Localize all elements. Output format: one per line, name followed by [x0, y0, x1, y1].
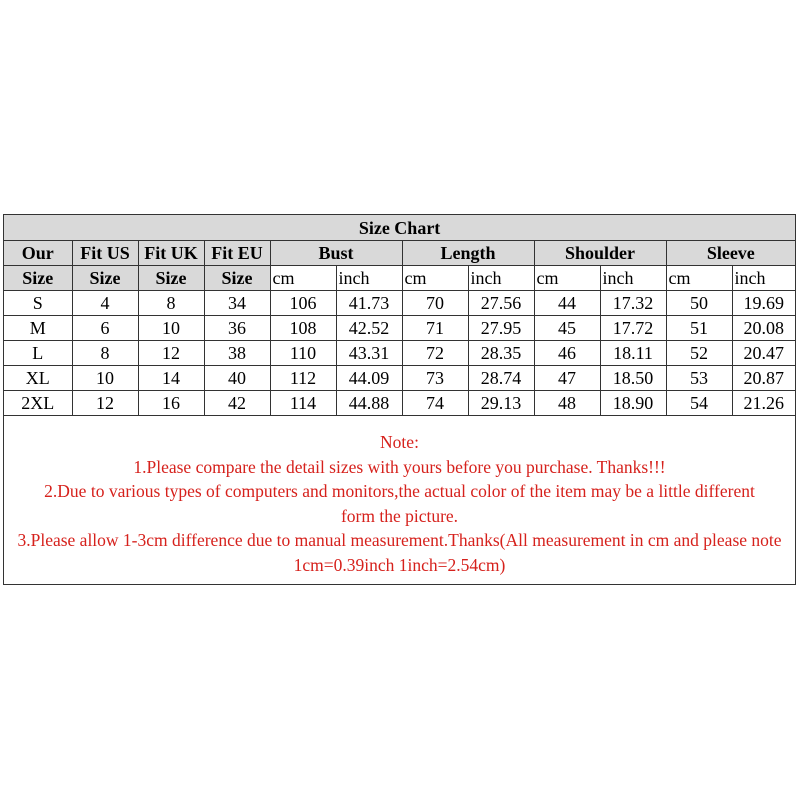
header-fit-uk-line1: Fit UK	[138, 241, 204, 266]
table-cell: 44	[534, 291, 600, 316]
table-cell: 16	[138, 391, 204, 416]
header-shoulder: Shoulder	[534, 241, 666, 266]
table-cell: 18.50	[600, 366, 666, 391]
table-cell: 2XL	[4, 391, 72, 416]
table-cell: 41.73	[336, 291, 402, 316]
unit-bust-cm: cm	[270, 266, 336, 291]
table-cell: 8	[138, 291, 204, 316]
table-cell: 12	[138, 341, 204, 366]
header-our-size-line2: Size	[4, 266, 72, 291]
table-cell: 4	[72, 291, 138, 316]
table-cell: 19.69	[732, 291, 795, 316]
table-cell: 110	[270, 341, 336, 366]
table-cell: 38	[204, 341, 270, 366]
table-row	[4, 341, 795, 366]
header-fit-eu-line2: Size	[204, 266, 270, 291]
table-cell: 50	[666, 291, 732, 316]
note-3: 3.Please allow 1-3cm difference due to manual measurement.Thanks(All measurement in cm and please note 1cm=0.39inch 1inch=2.54cm)	[17, 530, 782, 575]
header-fit-eu-line1: Fit EU	[204, 241, 270, 266]
header-our-size-line1: Our	[4, 241, 72, 266]
table-cell: 114	[270, 391, 336, 416]
table-cell: M	[4, 316, 72, 341]
table-cell: 18.11	[600, 341, 666, 366]
table-cell: 17.32	[600, 291, 666, 316]
note-1: 1.Please compare the detail sizes with yours before you purchase. Thanks!!!	[133, 456, 666, 477]
table-cell: S	[4, 291, 72, 316]
header-fit-us-line2: Size	[72, 266, 138, 291]
size-rows	[4, 291, 795, 416]
table-cell: 12	[72, 391, 138, 416]
table-cell: 10	[72, 366, 138, 391]
size-chart-table	[4, 215, 795, 416]
table-cell: 44.09	[336, 366, 402, 391]
table-cell: 71	[402, 316, 468, 341]
table-cell: 28.74	[468, 366, 534, 391]
note-2: 2.Due to various types of computers and monitors,the actual color of the item may be a little different form the picture.	[44, 481, 755, 526]
table-cell: 27.95	[468, 316, 534, 341]
table-cell: 72	[402, 341, 468, 366]
table-cell: L	[4, 341, 72, 366]
table-cell: 51	[666, 316, 732, 341]
table-cell: 17.72	[600, 316, 666, 341]
table-cell: 27.56	[468, 291, 534, 316]
table-cell: 53	[666, 366, 732, 391]
table-cell: 21.26	[732, 391, 795, 416]
table-cell: 42.52	[336, 316, 402, 341]
unit-shoulder-inch: inch	[600, 266, 666, 291]
table-cell: 45	[534, 316, 600, 341]
header-bust: Bust	[270, 241, 402, 266]
table-row	[4, 366, 795, 391]
table-cell: 6	[72, 316, 138, 341]
table-title: Size Chart	[4, 215, 795, 241]
unit-shoulder-cm: cm	[534, 266, 600, 291]
table-cell: 18.90	[600, 391, 666, 416]
table-cell: 29.13	[468, 391, 534, 416]
table-cell: 40	[204, 366, 270, 391]
unit-sleeve-cm: cm	[666, 266, 732, 291]
table-cell: 42	[204, 391, 270, 416]
table-row	[4, 391, 795, 416]
unit-length-inch: inch	[468, 266, 534, 291]
table-cell: 8	[72, 341, 138, 366]
table-cell: 20.08	[732, 316, 795, 341]
table-cell: 46	[534, 341, 600, 366]
table-cell: 10	[138, 316, 204, 341]
table-cell: 14	[138, 366, 204, 391]
table-cell: 112	[270, 366, 336, 391]
header-length: Length	[402, 241, 534, 266]
table-cell: 54	[666, 391, 732, 416]
unit-length-cm: cm	[402, 266, 468, 291]
header-fit-uk-line2: Size	[138, 266, 204, 291]
table-row	[4, 291, 795, 316]
table-cell: 20.47	[732, 341, 795, 366]
header-sleeve: Sleeve	[666, 241, 795, 266]
table-row	[4, 316, 795, 341]
table-cell: 34	[204, 291, 270, 316]
notes-section	[4, 430, 795, 577]
size-chart-container	[3, 214, 796, 585]
table-cell: 48	[534, 391, 600, 416]
unit-bust-inch: inch	[336, 266, 402, 291]
table-cell: 28.35	[468, 341, 534, 366]
table-cell: 70	[402, 291, 468, 316]
table-cell: 106	[270, 291, 336, 316]
table-cell: 43.31	[336, 341, 402, 366]
table-cell: XL	[4, 366, 72, 391]
header-fit-us-line1: Fit US	[72, 241, 138, 266]
table-cell: 73	[402, 366, 468, 391]
table-cell: 20.87	[732, 366, 795, 391]
note-heading: Note:	[380, 432, 419, 452]
unit-sleeve-inch: inch	[732, 266, 795, 291]
table-cell: 108	[270, 316, 336, 341]
table-cell: 36	[204, 316, 270, 341]
table-cell: 47	[534, 366, 600, 391]
table-cell: 74	[402, 391, 468, 416]
table-cell: 44.88	[336, 391, 402, 416]
table-cell: 52	[666, 341, 732, 366]
